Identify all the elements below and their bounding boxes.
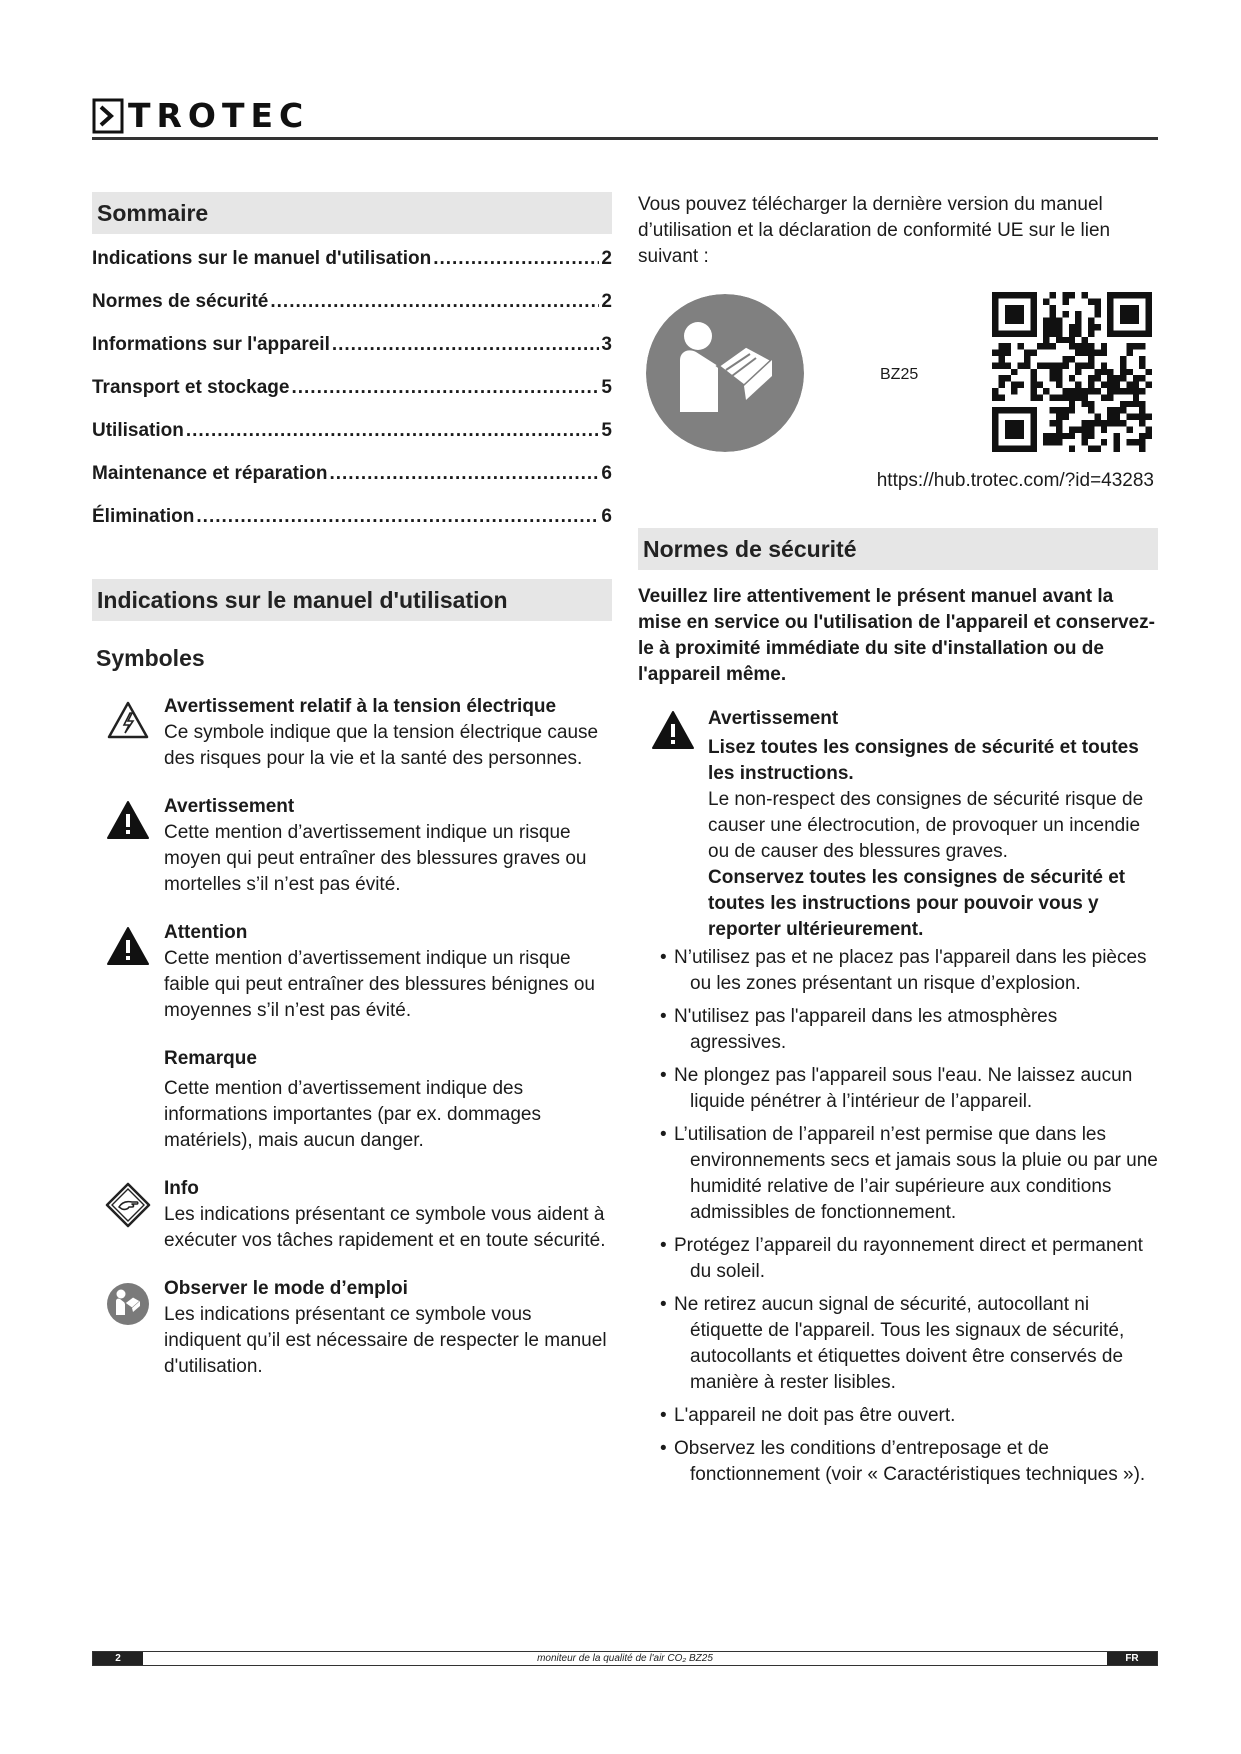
- brand-logo: [92, 98, 309, 134]
- download-text: Vous pouvez télécharger la dernière version du manuel d’utilisation et la déclaration de conformité UE sur le lien suivant :: [638, 194, 1111, 267]
- toc-entry-page: 5: [601, 420, 612, 441]
- toc-entry-page: 3: [601, 334, 612, 355]
- toc-entry-page: 6: [601, 506, 612, 527]
- symbol-entry: [92, 1046, 612, 1154]
- download-block: [638, 292, 1158, 502]
- toc-entry-page: 5: [601, 377, 612, 398]
- list-item: • Ne plongez pas l'appareil sous l'eau. Ne laissez aucun liquide pénétrer à l’intérieur de l’appareil.: [650, 1063, 1158, 1115]
- symbol-entry: [92, 1176, 612, 1254]
- toc-entry-title: Transport et stockage: [92, 377, 290, 398]
- safety-list: [638, 945, 1158, 1488]
- warning-bold-text: Lisez toutes les consignes de sécurité et toutes les instructions.: [708, 737, 1139, 784]
- right-column: [638, 192, 1158, 1495]
- list-item: • Observez les conditions d’entreposage et de fonctionnement (voir « Caractéristiques techniques »).: [650, 1436, 1158, 1488]
- electric-warning-icon: [106, 700, 150, 740]
- toc-entry-title: Utilisation: [92, 420, 184, 441]
- symbol-entry: [92, 694, 612, 772]
- symbol-title: Observer le mode d’emploi: [164, 1278, 408, 1299]
- page-number: 2: [93, 1652, 143, 1665]
- symbol-title: Info: [164, 1178, 199, 1199]
- toc-entry[interactable]: [92, 463, 612, 506]
- read-manual-icon: [646, 294, 804, 452]
- symbol-text: Ce symbole indique que la tension électrique cause des risques pour la vie et la santé des personnes.: [164, 722, 599, 769]
- toc-heading: Sommaire: [92, 192, 612, 234]
- warning-icon: [106, 800, 150, 840]
- language-badge: FR: [1107, 1652, 1157, 1665]
- symbol-entry: [92, 920, 612, 1024]
- toc-entry-title: Élimination: [92, 506, 195, 527]
- header-rule: [92, 137, 1158, 140]
- symbols-heading: Symboles: [96, 645, 205, 671]
- warning-text: Le non-respect des consignes de sécurité risque de causer une électrocution, de provoquer un incendie ou de causer des blessures graves.: [708, 789, 1144, 862]
- symbol-text: Cette mention d’avertissement indique un risque faible qui peut entraîner des blessures bénignes ou moyennes s’il n’est pas évité.: [164, 948, 595, 1021]
- warning-bold-text: Conservez toutes les consignes de sécurité et toutes les instructions pour pouvoir vous y reporter ultérieurement.: [708, 867, 1126, 940]
- toc-entry-title: Maintenance et réparation: [92, 463, 328, 484]
- symbol-text: Cette mention d’avertissement indique un risque moyen qui peut entraîner des blessures graves ou mortelles s’il n’est pas évité.: [164, 822, 587, 895]
- symbol-entry: [92, 794, 612, 898]
- page-footer: [92, 1651, 1158, 1666]
- toc-entry[interactable]: [92, 420, 612, 463]
- qr-code-icon[interactable]: [992, 292, 1152, 452]
- symbol-text: Les indications présentant ce symbole vous aident à exécuter vos tâches rapidement et en toute sécurité.: [164, 1204, 606, 1251]
- read-manual-icon: [106, 1282, 150, 1326]
- toc-entry[interactable]: [92, 248, 612, 291]
- left-column: [92, 192, 612, 1380]
- symbol-text: Les indications présentant ce symbole vous indiquent qu’il est nécessaire de respecter le manuel d'utilisation.: [164, 1304, 607, 1377]
- attention-icon: [106, 926, 150, 966]
- toc-entry-title: Indications sur le manuel d'utilisation: [92, 248, 432, 269]
- info-icon: [105, 1182, 151, 1228]
- warning-icon: [651, 710, 695, 750]
- list-item: • N'utilisez pas l'appareil dans les atmosphères agressives.: [650, 1004, 1158, 1056]
- list-item: • Protégez l’appareil du rayonnement direct et permanent du soleil.: [650, 1233, 1158, 1285]
- toc-entry-page: 2: [601, 248, 612, 269]
- toc-entry[interactable]: [92, 291, 612, 334]
- safety-warning: [638, 706, 1158, 943]
- footer-caption: moniteur de la qualité de l'air CO₂ BZ25: [537, 1653, 713, 1664]
- trotec-logo-icon: [92, 98, 124, 134]
- toc-entry-page: 2: [601, 291, 612, 312]
- symbol-entry: [92, 1276, 612, 1380]
- toc-entry[interactable]: [92, 334, 612, 377]
- list-item: • L’utilisation de l’appareil n’est permise que dans les environnements secs et jamais sous la pluie ou par une humidité relative de l’air supérieure aux conditions admissibles de fonctionnement.: [650, 1122, 1158, 1226]
- safety-heading: Normes de sécurité: [638, 528, 1158, 570]
- toc-entry-page: 6: [601, 463, 612, 484]
- symbol-title: Avertissement relatif à la tension électrique: [164, 696, 557, 717]
- symbol-title: Attention: [164, 922, 248, 943]
- brand-name: TROTEC: [128, 96, 310, 135]
- symbol-text: Cette mention d’avertissement indique des informations importantes (par ex. dommages matériels), mais aucun danger.: [164, 1078, 541, 1151]
- model-label: BZ25: [880, 366, 919, 383]
- download-link[interactable]: https://hub.trotec.com/?id=43283: [876, 470, 1154, 491]
- safety-intro: Veuillez lire attentivement le présent manuel avant la mise en service ou l'utilisation de l'appareil et conservez-le à proximité immédiate du site d'installation ou de l'appareil même.: [638, 586, 1155, 685]
- toc-entry[interactable]: [92, 377, 612, 420]
- table-of-contents: [92, 248, 612, 549]
- manual-section-heading: Indications sur le manuel d'utilisation: [92, 579, 612, 621]
- toc-entry-title: Normes de sécurité: [92, 291, 269, 312]
- symbol-title: Remarque: [164, 1048, 257, 1069]
- symbol-title: Avertissement: [164, 796, 295, 817]
- list-item: • Ne retirez aucun signal de sécurité, autocollant ni étiquette de l'appareil. Tous les signaux de sécurité, autocollants et étiquettes doivent être conservés de manière à rester lisibles.: [650, 1292, 1158, 1396]
- list-item: • L'appareil ne doit pas être ouvert.: [650, 1403, 1158, 1429]
- toc-entry[interactable]: [92, 506, 612, 549]
- warning-title: Avertissement: [708, 708, 839, 729]
- toc-entry-title: Informations sur l'appareil: [92, 334, 330, 355]
- list-item: • N’utilisez pas et ne placez pas l'appareil dans les pièces ou les zones présentant un risque d’explosion.: [650, 945, 1158, 997]
